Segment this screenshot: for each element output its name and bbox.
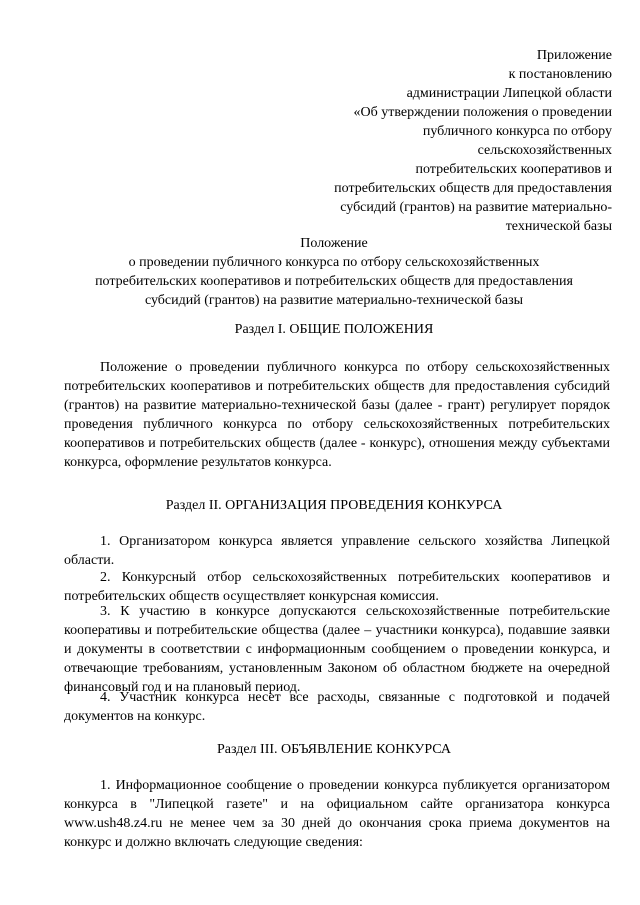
appendix-line: к постановлению	[508, 67, 612, 82]
section-3-item-1: 1. Информационное сообщение о проведении конкурса публикуется организатором конкурса в "Липецкой газете" и на официальном сайте организатора конкурса www.ush48.z4.ru не менее чем за 30 дней до окончания срока приема документов на конкурс и должно включать следующие сведения:	[64, 778, 610, 850]
appendix-line: потребительских обществ для предоставления	[334, 181, 612, 196]
section-2-item-1: 1. Организатором конкурса является управление сельского хозяйства Липецкой области.	[64, 534, 610, 568]
appendix-block	[252, 46, 612, 236]
section-1-paragraph: Положение о проведении публичного конкурса по отбору сельскохозяйственных потребительских кооперативов и потребительских обществ для предоставления субсидий (грантов) на развитие материально-технической базы (далее - грант) регулирует порядок проведения публичного конкурса по отбору сельскохозяйственных потребительских кооперативов и потребительских обществ (далее - конкурс), отношения между субъектами конкурса, оформление результатов конкурса.	[64, 360, 610, 470]
title-line: потребительских кооперативов и потребительских обществ для предоставления	[95, 274, 573, 289]
title-line: о проведении публичного конкурса по отбору сельскохозяйственных	[128, 255, 540, 270]
appendix-line: публичного конкурса по отбору	[422, 124, 612, 139]
appendix-line: сельскохозяйственных	[477, 143, 612, 158]
section-3-heading: Раздел III. ОБЪЯВЛЕНИЕ КОНКУРСА	[216, 742, 452, 757]
title-line: субсидий (грантов) на развитие материально-технической базы	[144, 293, 524, 308]
section-1-heading: Раздел I. ОБЩИЕ ПОЛОЖЕНИЯ	[234, 322, 434, 337]
section-2-item-2: 2. Конкурсный отбор сельскохозяйственных потребительских кооперативов и потребительских обществ осуществляет конкурсная комиссия.	[64, 570, 610, 604]
appendix-line: администрации Липецкой области	[406, 86, 612, 101]
appendix-line: «Об утверждении положения о проведении	[353, 105, 612, 120]
document-title	[64, 234, 604, 310]
section-2-heading: Раздел II. ОРГАНИЗАЦИЯ ПРОВЕДЕНИЯ КОНКУРСА	[165, 498, 503, 513]
title-heading: Положение	[300, 236, 368, 251]
section-2-item-3: 3. К участию в конкурсе допускаются сельскохозяйственные потребительские кооперативы и потребительские общества (далее – участники конкурса), подавшие заявки и документы в соответствии с информационным сообщением о проведении конкурса, и отвечающие требованиям, установленным Законом об областном бюджете на очередной финансовый год и на плановый период.	[64, 604, 610, 695]
appendix-line: технической базы	[505, 219, 612, 234]
appendix-line: потребительских кооперативов и	[415, 162, 612, 177]
section-2-item-4: 4. Участник конкурса несет все расходы, связанные с подготовкой и подачей документов на конкурс.	[64, 690, 610, 724]
appendix-line: Приложение	[536, 48, 612, 63]
appendix-line: субсидий (грантов) на развитие материально-	[340, 200, 612, 215]
